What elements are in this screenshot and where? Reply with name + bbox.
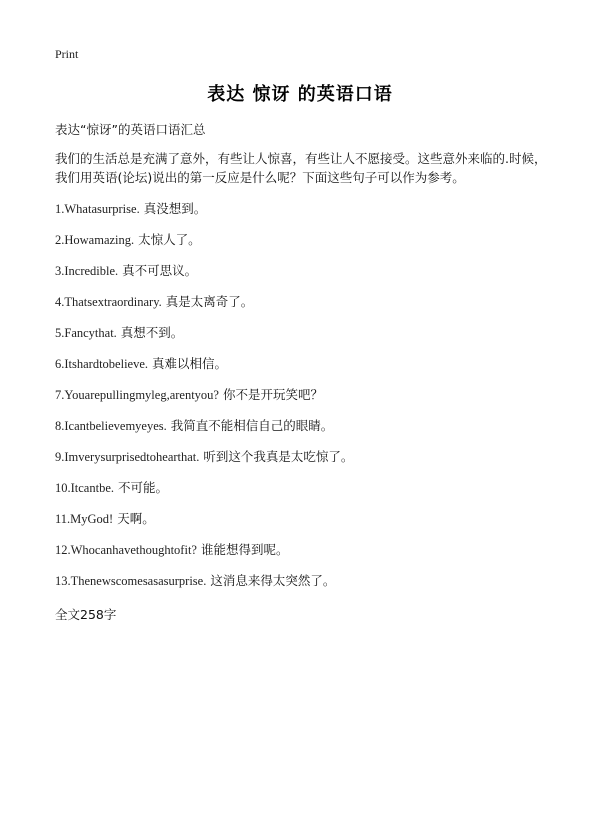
list-item <box>55 479 575 510</box>
phrase-english: 12.Whocanhavethoughtofit? <box>55 543 197 557</box>
phrase-english: 10.Itcantbe. <box>55 481 115 495</box>
list-item <box>55 231 575 262</box>
subtitle: 表达“惊讶”的英语口语汇总 <box>55 122 206 137</box>
phrase-english: 9.Imverysurprisedtohearthat. <box>55 450 200 464</box>
phrase-chinese: 真没想到。 <box>143 201 207 216</box>
phrase-chinese: 天啊。 <box>117 511 155 526</box>
intro-paragraph: 我们的生活总是充满了意外，有些让人惊喜，有些让人不愿接受。这些意外来临的.时候，我们用英语(论坛)说出的第一反应是什么呢？下面这些句子可以作为参考。 <box>55 151 547 185</box>
list-item <box>55 541 575 572</box>
phrase-chinese: 真不可思议。 <box>122 263 198 278</box>
phrase-english: 1.Whatasurprise. <box>55 202 140 216</box>
phrase-english: 2.Howamazing. <box>55 233 135 247</box>
phrase-chinese: 真想不到。 <box>120 325 184 340</box>
phrase-chinese: 我简直不能相信自己的眼睛。 <box>170 418 334 433</box>
phrase-chinese: 听到这个我真是太吃惊了。 <box>203 449 354 464</box>
phrase-chinese: 不可能。 <box>118 480 169 495</box>
phrase-english: 8.Icantbelievemyeyes. <box>55 419 167 433</box>
list-item <box>55 386 575 417</box>
phrase-english: 11.MyGod! <box>55 512 114 526</box>
list-item <box>55 324 575 355</box>
list-item <box>55 355 575 386</box>
print-link[interactable]: Print <box>55 47 79 61</box>
phrase-chinese: 谁能想得到呢。 <box>200 542 289 557</box>
list-item <box>55 262 575 293</box>
list-item <box>55 510 575 541</box>
phrase-chinese: 你不是开玩笑吧？ <box>222 387 323 402</box>
page-title: 表达 惊讶 的英语口语 <box>207 84 393 105</box>
phrase-english: 6.Itshardtobelieve. <box>55 357 149 371</box>
phrase-chinese: 太惊人了。 <box>138 232 201 247</box>
word-count: 全文258字 <box>55 607 117 622</box>
list-item <box>55 572 575 603</box>
list-item <box>55 448 575 479</box>
phrase-english: 4.Thatsextraordinary. <box>55 295 162 309</box>
phrase-chinese: 真是太离奇了。 <box>165 294 254 309</box>
list-item <box>55 293 575 324</box>
list-item <box>55 417 575 448</box>
phrase-english: 13.Thenewscomesasasurprise. <box>55 574 207 588</box>
phrase-list <box>55 200 575 603</box>
phrase-english: 3.Incredible. <box>55 264 119 278</box>
phrase-english: 7.Youarepullingmyleg,arentyou? <box>55 388 219 402</box>
list-item <box>55 200 575 231</box>
phrase-chinese: 这消息来得太突然了。 <box>210 573 336 588</box>
phrase-chinese: 真难以相信。 <box>152 356 228 371</box>
phrase-english: 5.Fancythat. <box>55 326 117 340</box>
